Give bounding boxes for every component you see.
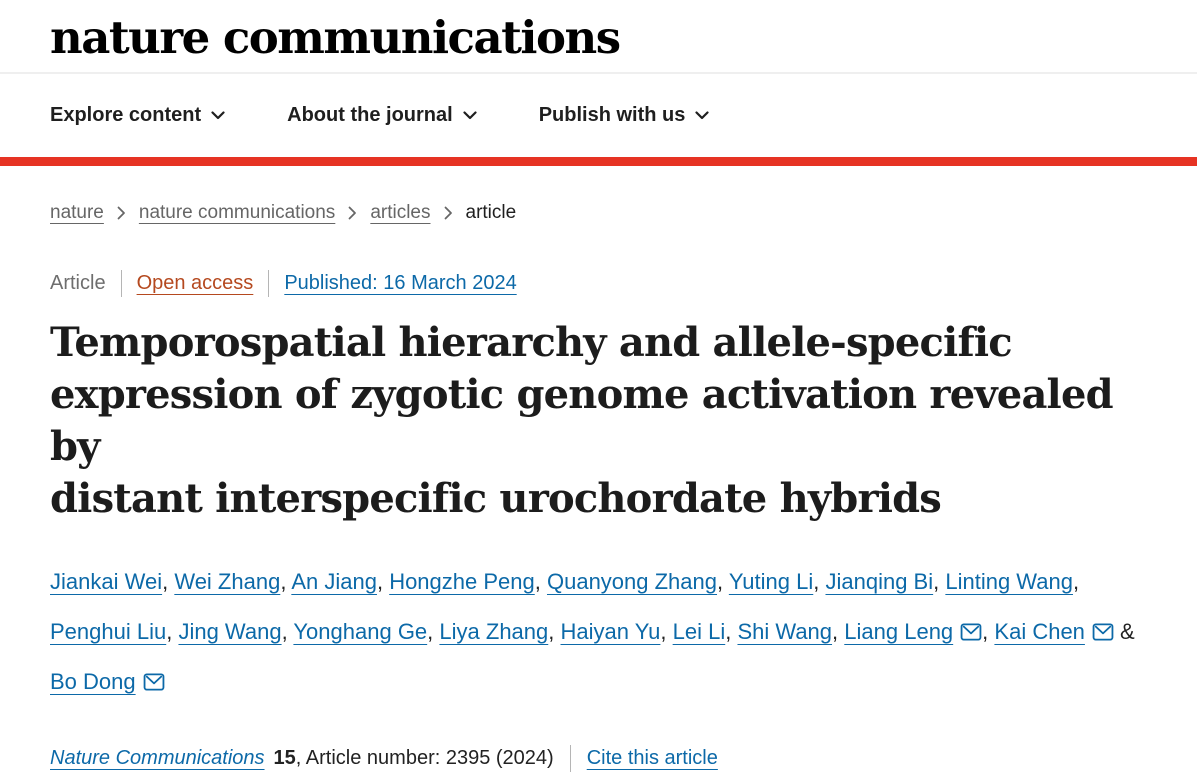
author-separator: , xyxy=(832,619,845,644)
author-separator: & xyxy=(1113,619,1135,644)
journal-volume: 15 xyxy=(273,747,296,769)
primary-nav xyxy=(0,74,1197,157)
nav-explore-content-label: Explore content xyxy=(50,104,202,126)
nav-about-the-journal[interactable] xyxy=(287,104,477,127)
author-separator: , xyxy=(660,619,673,644)
email-envelope-icon[interactable] xyxy=(1092,623,1114,641)
author-link[interactable]: Lei Li xyxy=(672,619,726,644)
author-link[interactable]: Yuting Li xyxy=(728,569,814,594)
author-separator: , xyxy=(1072,569,1080,594)
breadcrumb xyxy=(50,202,1147,224)
chevron-down-icon xyxy=(695,111,709,120)
chevron-down-icon xyxy=(211,111,225,120)
author-link[interactable]: Liya Zhang xyxy=(439,619,549,644)
article-number-text: , Article number: 2395 (2024) xyxy=(295,747,554,769)
article-page xyxy=(0,202,1197,772)
vertical-divider xyxy=(570,745,571,772)
author-link[interactable]: Bo Dong xyxy=(50,669,136,694)
author-link[interactable]: Quanyong Zhang xyxy=(546,569,718,594)
author-link[interactable]: Hongzhe Peng xyxy=(389,569,535,594)
author-separator: , xyxy=(717,569,729,594)
author-link[interactable]: Haiyan Yu xyxy=(560,619,661,644)
author-list xyxy=(50,557,1147,707)
site-header xyxy=(0,0,1197,166)
author-separator: , xyxy=(427,619,440,644)
vertical-divider xyxy=(268,270,269,297)
chevron-right-icon xyxy=(348,206,357,220)
breadcrumb-nature[interactable]: nature xyxy=(50,202,104,223)
brand-red-bar xyxy=(0,157,1197,166)
chevron-right-icon xyxy=(444,206,453,220)
logo-row xyxy=(0,0,1197,74)
email-envelope-icon[interactable] xyxy=(960,623,982,641)
nav-explore-content[interactable] xyxy=(50,104,225,127)
author-separator: , xyxy=(162,569,175,594)
article-title-line-1: Temporospatial hierarchy and allele-specific xyxy=(50,319,1012,366)
author-separator: , xyxy=(813,569,826,594)
journal-citation-row xyxy=(50,745,1147,772)
email-envelope-icon[interactable] xyxy=(143,673,165,691)
author-link[interactable]: Wei Zhang xyxy=(174,569,281,594)
author-link[interactable]: Linting Wang xyxy=(945,569,1073,594)
author-link[interactable]: Jing Wang xyxy=(178,619,282,644)
vertical-divider xyxy=(121,270,122,297)
nav-publish-with-us[interactable] xyxy=(539,104,710,127)
author-separator: , xyxy=(725,619,738,644)
author-separator: , xyxy=(166,619,179,644)
article-title xyxy=(50,317,1147,525)
journal-logo[interactable]: nature communications xyxy=(50,11,620,64)
author-link[interactable]: Kai Chen xyxy=(994,619,1085,644)
article-type-label: Article xyxy=(50,272,106,294)
author-separator: , xyxy=(933,569,946,594)
chevron-down-icon xyxy=(463,111,477,120)
author-link[interactable]: Shi Wang xyxy=(737,619,833,644)
published-date-link[interactable]: Published: 16 March 2024 xyxy=(284,272,517,294)
author-separator: , xyxy=(281,619,294,644)
article-meta-row xyxy=(50,270,1147,297)
author-link[interactable]: An Jiang xyxy=(291,569,377,594)
chevron-right-icon xyxy=(117,206,126,220)
author-link[interactable]: Liang Leng xyxy=(844,619,954,644)
author-separator: , xyxy=(534,569,547,594)
nav-about-the-journal-label: About the journal xyxy=(287,104,453,126)
breadcrumb-article-current: article xyxy=(465,202,517,223)
author-link[interactable]: Penghui Liu xyxy=(50,619,167,644)
author-link[interactable]: Jianqing Bi xyxy=(825,569,934,594)
cite-this-article-link[interactable]: Cite this article xyxy=(586,747,718,769)
article-title-line-2: expression of zygotic genome activation revealed by xyxy=(50,371,1113,470)
breadcrumb-articles[interactable]: articles xyxy=(370,202,431,223)
author-separator: , xyxy=(982,619,995,644)
author-separator: , xyxy=(280,569,292,594)
open-access-link[interactable]: Open access xyxy=(136,272,254,294)
author-link[interactable]: Yonghang Ge xyxy=(293,619,428,644)
breadcrumb-nature-communications[interactable]: nature communications xyxy=(138,202,336,223)
journal-name-link[interactable]: Nature Communications xyxy=(50,747,265,769)
author-separator: , xyxy=(548,619,561,644)
author-separator: , xyxy=(376,569,390,594)
nav-publish-with-us-label: Publish with us xyxy=(538,104,686,126)
author-link[interactable]: Jiankai Wei xyxy=(50,569,163,594)
article-title-line-3: distant interspecific urochordate hybrids xyxy=(50,475,942,522)
